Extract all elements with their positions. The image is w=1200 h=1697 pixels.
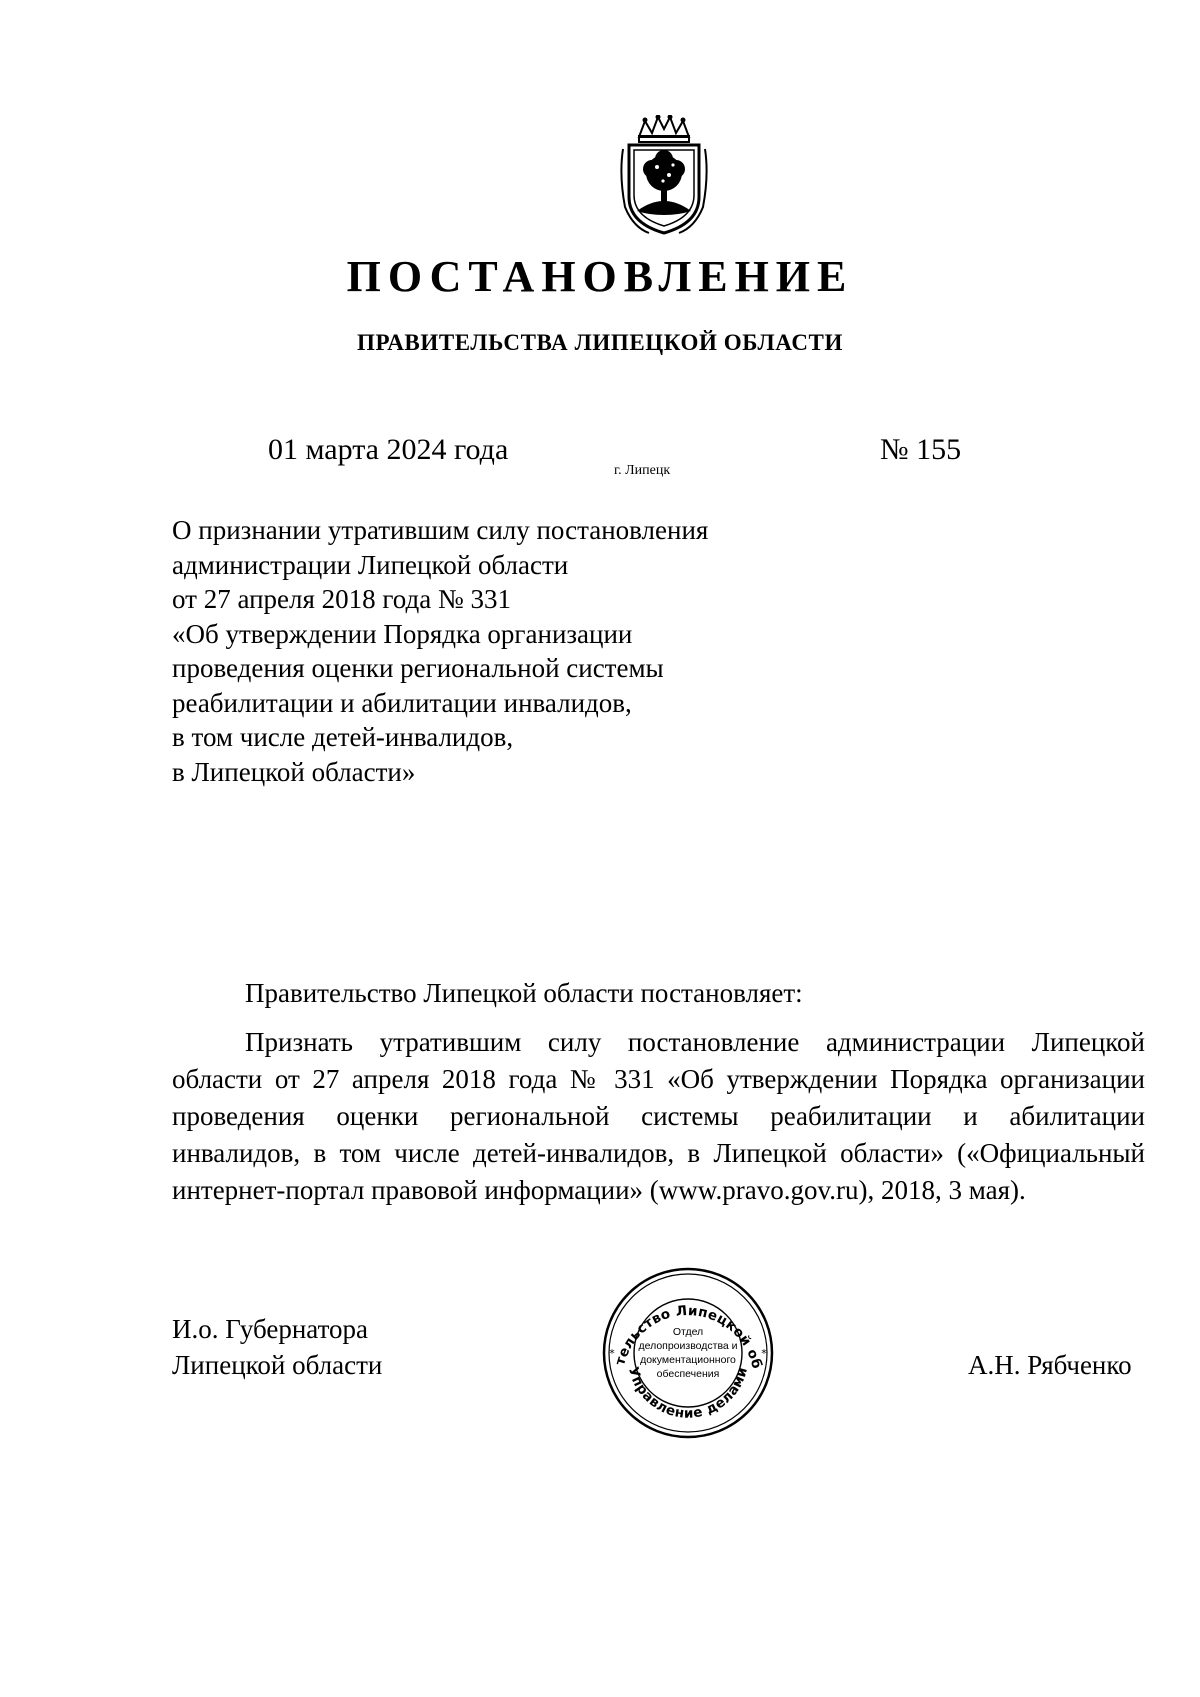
body-line: инвалидов, в том числе детей-инвалидов, в Липецкой области» («Официальный bbox=[172, 1138, 1145, 1168]
signatory-role-line: Липецкой области bbox=[172, 1350, 383, 1380]
document-date: 01 марта 2024 года bbox=[268, 433, 509, 466]
body-line: Признать утратившим силу постановление администрации Липецкой bbox=[245, 1027, 1145, 1057]
svg-text:*: * bbox=[609, 1347, 615, 1360]
signatory-name: А.Н. Рябченко bbox=[968, 1350, 1132, 1380]
body-paragraph bbox=[172, 1024, 1145, 1209]
coat-of-arms-icon bbox=[619, 115, 709, 238]
title-line: в том числе детей-инвалидов, bbox=[172, 722, 514, 752]
stamp-inner-line: обеспечения bbox=[656, 1368, 720, 1380]
body-line: области от 27 апреля 2018 года № 331 «Об утверждении Порядка организации bbox=[172, 1064, 1145, 1094]
svg-text:*: * bbox=[761, 1347, 767, 1360]
stamp-inner-line: делопроизводства и bbox=[638, 1340, 738, 1352]
title-line: реабилитации и абилитации инвалидов, bbox=[172, 687, 632, 718]
title-line: в Липецкой области» bbox=[172, 756, 416, 787]
title-line: от 27 апреля 2018 года № 331 bbox=[172, 584, 512, 614]
title-line: О признании утратившим силу постановления bbox=[172, 515, 709, 545]
title-line: администрации Липецкой области bbox=[172, 549, 569, 580]
document-number: № 155 bbox=[880, 433, 962, 466]
document-city: г. Липецк bbox=[614, 463, 671, 478]
body-line: интернет-портал правовой информации» (www.pravo.gov.ru), 2018, 3 мая). bbox=[172, 1175, 1026, 1205]
signatory-role-line: И.о. Губернатора bbox=[172, 1314, 369, 1344]
title-line: проведения оценки региональной системы bbox=[172, 653, 664, 683]
preamble-paragraph: Правительство Липецкой области постановляет: bbox=[245, 978, 803, 1008]
stamp-inner-line: Отдел bbox=[672, 1326, 704, 1338]
title-line: «Об утверждении Порядка организации bbox=[172, 618, 633, 649]
signatory-role bbox=[172, 1311, 382, 1383]
official-stamp-icon bbox=[600, 1265, 776, 1441]
stamp-inner-line: документационного bbox=[640, 1354, 736, 1366]
document-title bbox=[172, 513, 792, 789]
document-issuer-heading: ПРАВИТЕЛЬСТВА ЛИПЕЦКОЙ ОБЛАСТИ bbox=[357, 330, 843, 355]
stamp-outer-text: тельство Липецкой об bbox=[612, 1302, 765, 1371]
stamp-bottom-text: Управление делами bbox=[624, 1365, 752, 1422]
document-type-heading: ПОСТАНОВЛЕНИЕ bbox=[346, 252, 854, 301]
body-line: проведения оценки региональной системы реабилитации и абилитации bbox=[172, 1101, 1145, 1131]
